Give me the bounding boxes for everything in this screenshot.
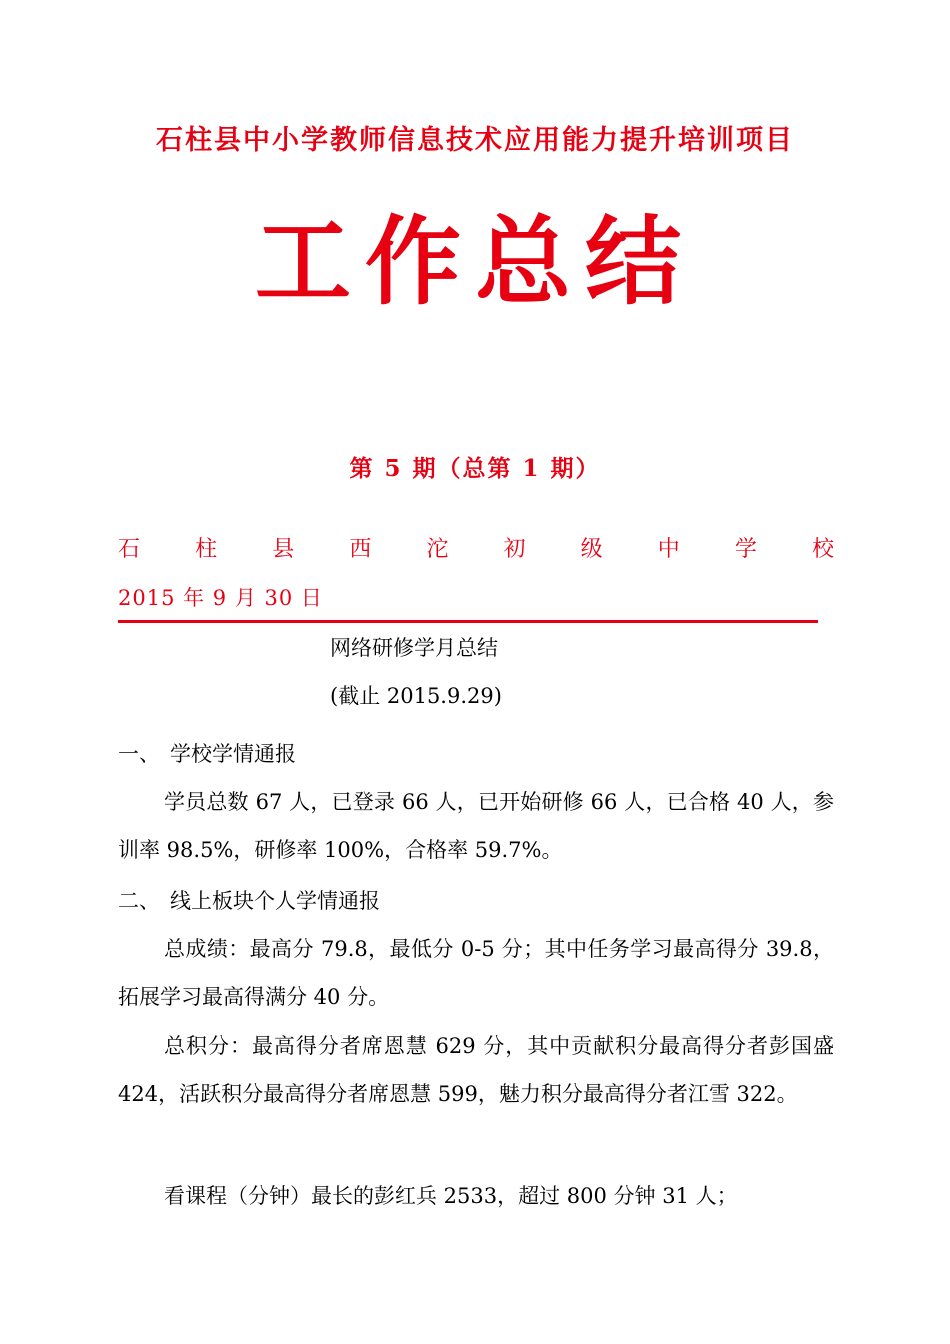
section2-heading-text: 线上板块个人学情通报 [170,889,380,913]
school-char: 柱 [195,537,218,562]
section2-paragraph-points: 总积分：最高得分者席恩慧 629 分，其中贡献积分最高得分者彭国盛 424，活跃积分最高得分者席恩慧 599，魅力积分最高得分者江雪 322。 [118,1034,834,1106]
section1-heading-text: 学校学情通报 [170,742,296,766]
school-char: 初 [503,537,526,562]
section1-paragraph: 学员总数 67 人，已登录 66 人，已开始研修 66 人，已合格 40 人，参训率 98.5%，研修率 100%，合格率 59.7%。 [118,790,834,862]
issue-number: 第 5 期（总第 1 期） [349,455,601,482]
school-char: 沱 [426,537,449,562]
school-char: 校 [811,537,834,562]
issue-date: 2015 年 9 月 30 日 [118,586,323,610]
section2-paragraph-courses: 看课程（分钟）最长的彭红兵 2533，超过 800 分钟 31 人； [164,1184,738,1208]
school-char: 西 [349,537,372,562]
section2-heading [118,877,834,925]
main-title: 工作总结 [255,205,695,318]
school-char: 县 [272,537,295,562]
project-title: 石柱县中小学教师信息技术应用能力提升培训项目 [156,125,794,156]
section2-paragraph-scores: 总成绩：最高分 79.8，最低分 0-5 分；其中任务学习最高得分 39.8，拓展学习最高得满分 40 分。 [118,937,834,1009]
school-char: 级 [580,537,603,562]
section1-heading [118,730,834,778]
school-char: 中 [657,537,680,562]
school-name [118,532,834,563]
red-divider [118,620,818,623]
document-subtitle: (截止 2015.9.29) [330,684,502,708]
section2-number: 二、 [118,889,160,913]
school-char: 石 [118,537,141,562]
school-char: 学 [734,537,757,562]
document-title: 网络研修学月总结 [330,636,498,660]
section1-number: 一、 [118,742,160,766]
